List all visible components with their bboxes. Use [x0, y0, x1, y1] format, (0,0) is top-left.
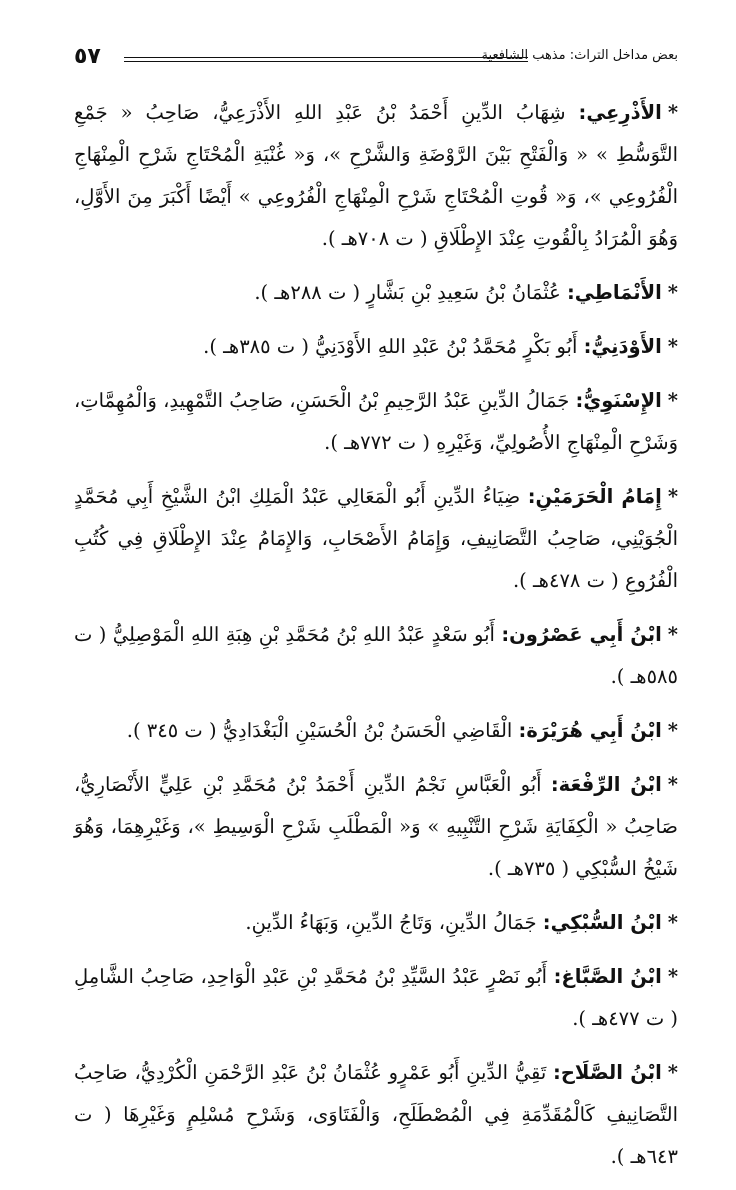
entry-imam-haramayn [74, 476, 678, 602]
entry-text: ضِيَاءُ الدِّينِ أَبُو الْمَعَالِي عَبْدُ الْمَلِكِ ابْنُ الشَّيْخِ أَبِي مُحَمَّدٍ الْجُوَيْنِي، صَاحِبُ التَّصَانِيفِ، وَإِمَامُ الأَصْحَابِ، وَالإِمَامُ عِنْدَ الإِطْلَاقِ فِي كُتُبِ الْفُرُوعِ ( ت ٤٧٨هـ ). [74, 485, 678, 592]
entry-name: الأَوْدَنِيُّ: [583, 335, 662, 358]
page-header [74, 40, 678, 76]
entry-name: ابْنُ الصَّلَاح: [553, 1061, 662, 1084]
entry-anmati [74, 272, 678, 314]
entry-name: ابْنُ الرِّفْعَة: [550, 773, 662, 796]
entry-text: أَبُو نَصْرٍ عَبْدُ السَّيِّدِ بْنُ مُحَمَّدِ بْنِ عَبْدِ الْوَاحِدِ، صَاحِبُ الشَّامِلِ ( ت ٤٧٧هـ ). [74, 965, 678, 1030]
entry-ibn-subki [74, 902, 678, 944]
entry-name: ابْنُ أَبِي عَصْرُون: [501, 623, 662, 646]
entry-text: جَمَالُ الدِّينِ، وَتَاجُ الدِّينِ، وَبَهَاءُ الدِّينِ. [245, 911, 537, 934]
header-rule [124, 57, 528, 62]
entry-name: إِمَامُ الْحَرَمَيْنِ: [527, 485, 662, 508]
entry-ibn-abi-hurayra [74, 710, 678, 752]
entry-name: ابْنُ السُّبْكِي: [542, 911, 662, 934]
running-title: بعض مداخل التراث: مذهب الشافعية [481, 48, 678, 63]
bullet-star-icon: * [667, 1061, 678, 1084]
page-number: ٥٧ [74, 44, 101, 69]
entry-awdani [74, 326, 678, 368]
biography-entries [74, 92, 678, 1178]
bullet-star-icon: * [667, 485, 679, 508]
entry-ibn-sabbagh [74, 956, 678, 1040]
entry-text: أَبُو الْعَبَّاسِ نَجْمُ الدِّينِ أَحْمَدُ بْنُ مُحَمَّدِ بْنِ عَلِيٍّ الأَنْصَارِيُّ، صَاحِبُ « الْكِفَايَةِ شَرْحِ التَّنْبِيهِ » وَ« الْمَطْلَبِ شَرْحِ الْوَسِيطِ »، وَغَيْرِهِمَا، وَهُوَ شَيْخُ السُّبْكِي ( ٧٣٥هـ ). [74, 773, 678, 880]
entry-isnawi [74, 380, 678, 464]
entry-name: ابْنُ أَبِي هُرَيْرَة: [518, 719, 662, 742]
bullet-star-icon: * [667, 773, 678, 796]
entry-name: الأَنْمَاطِي: [566, 281, 662, 304]
entry-ibn-abi-asrun [74, 614, 678, 698]
entry-name: ابْنُ الصَّبَّاغ: [553, 965, 662, 988]
bullet-star-icon: * [667, 911, 678, 934]
entry-name: الإِسْنَوِيُّ: [575, 389, 662, 412]
bullet-star-icon: * [667, 281, 678, 304]
bullet-star-icon: * [667, 101, 679, 124]
bullet-star-icon: * [667, 335, 678, 358]
entry-text: أَبُو سَعْدٍ عَبْدُ اللهِ بْنُ مُحَمَّدِ بْنِ هِبَةِ اللهِ الْمَوْصِلِيُّ ( ت ٥٨٥هـ ). [74, 623, 678, 688]
entry-ibn-salah [74, 1052, 678, 1178]
entry-text: تَقِيُّ الدِّينِ أَبُو عَمْرٍو عُثْمَانُ بْنُ عَبْدِ الرَّحْمَنِ الْكُرْدِيُّ، صَاحِبُ التَّصَانِيفِ كَالْمُقَدِّمَةِ فِي الْمُصْطَلَحِ، وَالْفَتَاوَى، وَشَرْحِ مُسْلِمٍ وَغَيْرِهَا ( ت ٦٤٣هـ ). [74, 1061, 678, 1168]
bullet-star-icon: * [667, 965, 679, 988]
entry-adhrai [74, 92, 678, 260]
entry-name: الأَذْرِعِي: [578, 101, 662, 124]
entry-text: عُثْمَانُ بْنُ سَعِيدِ بْنِ بَشَّارٍ ( ت ٢٨٨هـ ). [254, 281, 561, 304]
entry-ibn-rifa [74, 764, 678, 890]
bullet-star-icon: * [667, 389, 678, 412]
book-page [74, 40, 678, 1190]
entry-text: شِهَابُ الدِّينِ أَحْمَدُ بْنُ عَبْدِ اللهِ الأَذْرَعِيُّ، صَاحِبُ « جَمْعِ التَّوَسُّطِ » « وَالْفَتْحِ بَيْنَ الرَّوْضَةِ وَالشَّرْحِ »، وَ« غُنْيَةِ الْمُحْتَاجِ شَرْحِ الْمِنْهَاجِ الْفُرُوعِي »، وَ« قُوتِ الْمُحْتَاجِ شَرْحِ الْمِنْهَاجِ الْفُرُوعِي » أَيْضًا أَكْبَرَ مِنَ الأَوَّلِ، وَهُوَ الْمُرَادُ بِالْقُوتِ عِنْدَ الإِطْلَاقِ ( ت ٧٠٨هـ ). [74, 101, 678, 250]
entry-text: جَمَالُ الدِّينِ عَبْدُ الرَّحِيمِ بْنُ الْحَسَنِ، صَاحِبُ التَّمْهِيدِ، وَالْمُهِمَّاتِ، وَشَرْحِ الْمِنْهَاجِ الأُصُولِيِّ، وَغَيْرِهِ ( ت ٧٧٢هـ ). [74, 389, 678, 454]
entry-text: الْقَاضِي الْحَسَنُ بْنُ الْحُسَيْنِ الْبَغْدَادِيُّ ( ت ٣٤٥ ). [126, 719, 513, 742]
bullet-star-icon: * [667, 719, 678, 742]
entry-text: أَبُو بَكْرٍ مُحَمَّدُ بْنُ عَبْدِ اللهِ الأَوْدَنِيُّ ( ت ٣٨٥هـ ). [203, 335, 578, 358]
bullet-star-icon: * [667, 623, 678, 646]
